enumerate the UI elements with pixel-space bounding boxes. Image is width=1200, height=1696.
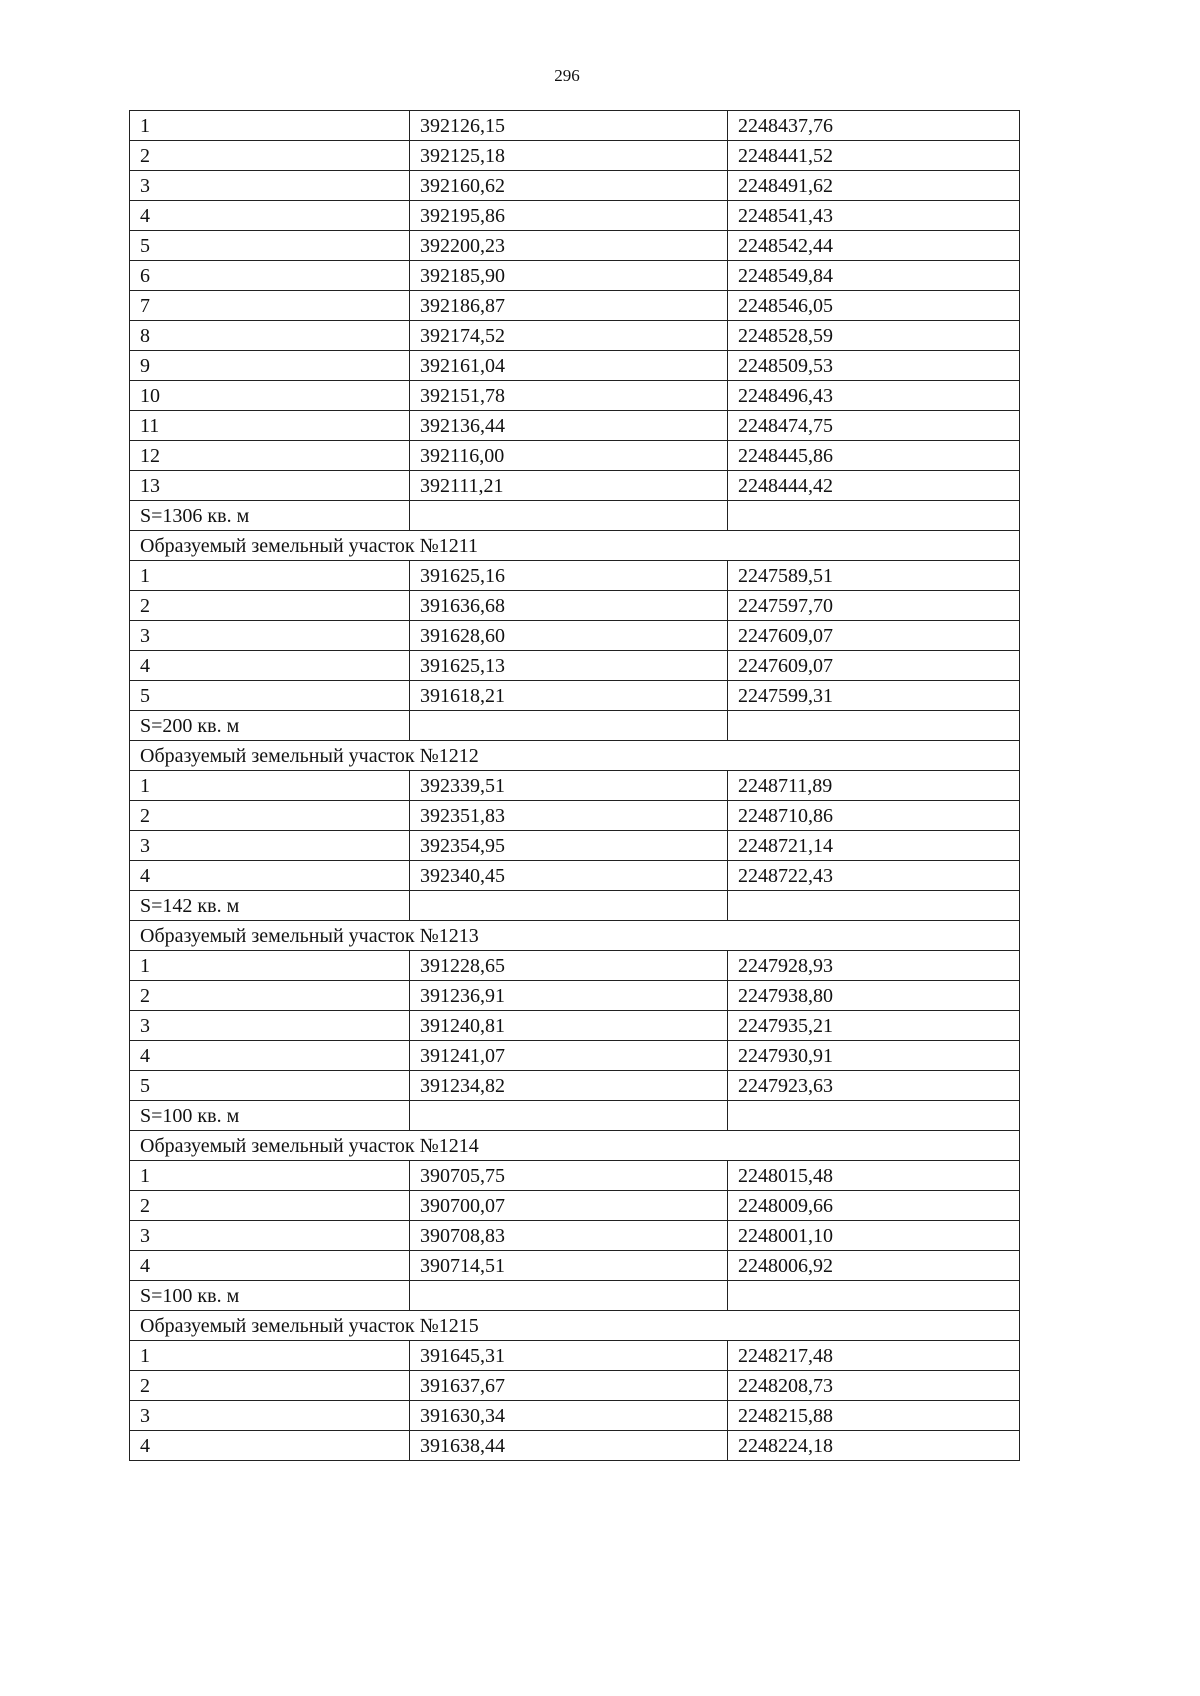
empty-cell	[410, 711, 728, 741]
point-number-cell: 9	[130, 351, 410, 381]
point-number-cell: 3	[130, 1011, 410, 1041]
point-number-cell: 3	[130, 831, 410, 861]
point-number-cell: 3	[130, 1221, 410, 1251]
y-coordinate-cell: 2248006,92	[728, 1251, 1020, 1281]
x-coordinate-cell: 390708,83	[410, 1221, 728, 1251]
table-row	[130, 171, 1020, 201]
empty-cell	[410, 891, 728, 921]
point-number-cell: 3	[130, 1401, 410, 1431]
x-coordinate-cell: 392351,83	[410, 801, 728, 831]
y-coordinate-cell: 2247923,63	[728, 1071, 1020, 1101]
table-row	[130, 1071, 1020, 1101]
table-row	[130, 651, 1020, 681]
parcel-title: Образуемый земельный участок №1215	[130, 1311, 1020, 1341]
point-number-cell: 5	[130, 231, 410, 261]
empty-cell	[728, 1101, 1020, 1131]
area-row	[130, 891, 1020, 921]
parcel-header-row	[130, 921, 1020, 951]
table-row	[130, 351, 1020, 381]
table-row	[130, 411, 1020, 441]
table-row	[130, 1431, 1020, 1461]
y-coordinate-cell: 2248474,75	[728, 411, 1020, 441]
parcel-header-row	[130, 531, 1020, 561]
area-row	[130, 711, 1020, 741]
x-coordinate-cell: 392151,78	[410, 381, 728, 411]
parcel-title: Образуемый земельный участок №1213	[130, 921, 1020, 951]
y-coordinate-cell: 2248224,18	[728, 1431, 1020, 1461]
point-number-cell: 4	[130, 861, 410, 891]
x-coordinate-cell: 390714,51	[410, 1251, 728, 1281]
table-row	[130, 951, 1020, 981]
point-number-cell: 1	[130, 951, 410, 981]
empty-cell	[410, 501, 728, 531]
parcel-title: Образуемый земельный участок №1212	[130, 741, 1020, 771]
table-row	[130, 561, 1020, 591]
y-coordinate-cell: 2247930,91	[728, 1041, 1020, 1071]
table-row	[130, 861, 1020, 891]
x-coordinate-cell: 391234,82	[410, 1071, 728, 1101]
y-coordinate-cell: 2248444,42	[728, 471, 1020, 501]
x-coordinate-cell: 392340,45	[410, 861, 728, 891]
x-coordinate-cell: 391628,60	[410, 621, 728, 651]
y-coordinate-cell: 2247928,93	[728, 951, 1020, 981]
x-coordinate-cell: 391241,07	[410, 1041, 728, 1071]
x-coordinate-cell: 392160,62	[410, 171, 728, 201]
point-number-cell: 4	[130, 1251, 410, 1281]
x-coordinate-cell: 391625,16	[410, 561, 728, 591]
parcel-header-row	[130, 1131, 1020, 1161]
point-number-cell: 1	[130, 111, 410, 141]
area-cell: S=142 кв. м	[130, 891, 410, 921]
x-coordinate-cell: 392126,15	[410, 111, 728, 141]
table-row	[130, 471, 1020, 501]
table-row	[130, 261, 1020, 291]
point-number-cell: 1	[130, 1341, 410, 1371]
x-coordinate-cell: 391228,65	[410, 951, 728, 981]
table-row	[130, 291, 1020, 321]
point-number-cell: 5	[130, 681, 410, 711]
empty-cell	[728, 711, 1020, 741]
y-coordinate-cell: 2247609,07	[728, 621, 1020, 651]
y-coordinate-cell: 2248208,73	[728, 1371, 1020, 1401]
table-row	[130, 1191, 1020, 1221]
y-coordinate-cell: 2248215,88	[728, 1401, 1020, 1431]
point-number-cell: 3	[130, 621, 410, 651]
x-coordinate-cell: 392116,00	[410, 441, 728, 471]
x-coordinate-cell: 391638,44	[410, 1431, 728, 1461]
table-row	[130, 1341, 1020, 1371]
page-number: 296	[554, 66, 580, 85]
y-coordinate-cell: 2248441,52	[728, 141, 1020, 171]
y-coordinate-cell: 2248549,84	[728, 261, 1020, 291]
x-coordinate-cell: 392339,51	[410, 771, 728, 801]
table-row	[130, 1011, 1020, 1041]
point-number-cell: 1	[130, 1161, 410, 1191]
table-row	[130, 1041, 1020, 1071]
parcel-header-row	[130, 1311, 1020, 1341]
x-coordinate-cell: 391645,31	[410, 1341, 728, 1371]
x-coordinate-cell: 392186,87	[410, 291, 728, 321]
point-number-cell: 8	[130, 321, 410, 351]
point-number-cell: 2	[130, 591, 410, 621]
y-coordinate-cell: 2247609,07	[728, 651, 1020, 681]
area-row	[130, 501, 1020, 531]
point-number-cell: 3	[130, 171, 410, 201]
point-number-cell: 10	[130, 381, 410, 411]
table-row	[130, 1251, 1020, 1281]
table-row	[130, 1401, 1020, 1431]
area-cell: S=200 кв. м	[130, 711, 410, 741]
x-coordinate-cell: 392125,18	[410, 141, 728, 171]
x-coordinate-cell: 391240,81	[410, 1011, 728, 1041]
x-coordinate-cell: 391625,13	[410, 651, 728, 681]
coordinates-table-body	[130, 111, 1020, 1461]
point-number-cell: 7	[130, 291, 410, 321]
y-coordinate-cell: 2248546,05	[728, 291, 1020, 321]
x-coordinate-cell: 392185,90	[410, 261, 728, 291]
point-number-cell: 6	[130, 261, 410, 291]
table-row	[130, 771, 1020, 801]
parcel-title: Образуемый земельный участок №1214	[130, 1131, 1020, 1161]
parcel-header-row	[130, 741, 1020, 771]
x-coordinate-cell: 391630,34	[410, 1401, 728, 1431]
area-row	[130, 1281, 1020, 1311]
y-coordinate-cell: 2248542,44	[728, 231, 1020, 261]
table-row	[130, 621, 1020, 651]
y-coordinate-cell: 2248541,43	[728, 201, 1020, 231]
empty-cell	[728, 1281, 1020, 1311]
y-coordinate-cell: 2248491,62	[728, 171, 1020, 201]
x-coordinate-cell: 392136,44	[410, 411, 728, 441]
y-coordinate-cell: 2248009,66	[728, 1191, 1020, 1221]
table-row	[130, 141, 1020, 171]
point-number-cell: 13	[130, 471, 410, 501]
y-coordinate-cell: 2248509,53	[728, 351, 1020, 381]
point-number-cell: 2	[130, 981, 410, 1011]
x-coordinate-cell: 391236,91	[410, 981, 728, 1011]
x-coordinate-cell: 392161,04	[410, 351, 728, 381]
area-row	[130, 1101, 1020, 1131]
x-coordinate-cell: 392174,52	[410, 321, 728, 351]
y-coordinate-cell: 2247938,80	[728, 981, 1020, 1011]
y-coordinate-cell: 2248528,59	[728, 321, 1020, 351]
x-coordinate-cell: 390705,75	[410, 1161, 728, 1191]
empty-cell	[728, 891, 1020, 921]
point-number-cell: 4	[130, 651, 410, 681]
point-number-cell: 4	[130, 201, 410, 231]
x-coordinate-cell: 392354,95	[410, 831, 728, 861]
y-coordinate-cell: 2248445,86	[728, 441, 1020, 471]
point-number-cell: 2	[130, 801, 410, 831]
x-coordinate-cell: 392111,21	[410, 471, 728, 501]
table-row	[130, 681, 1020, 711]
empty-cell	[728, 501, 1020, 531]
point-number-cell: 2	[130, 141, 410, 171]
table-row	[130, 111, 1020, 141]
table-row	[130, 801, 1020, 831]
y-coordinate-cell: 2248721,14	[728, 831, 1020, 861]
table-row	[130, 981, 1020, 1011]
x-coordinate-cell: 391618,21	[410, 681, 728, 711]
x-coordinate-cell: 391637,67	[410, 1371, 728, 1401]
empty-cell	[410, 1101, 728, 1131]
table-row	[130, 381, 1020, 411]
table-row	[130, 1161, 1020, 1191]
point-number-cell: 4	[130, 1431, 410, 1461]
y-coordinate-cell: 2248015,48	[728, 1161, 1020, 1191]
point-number-cell: 2	[130, 1371, 410, 1401]
x-coordinate-cell: 390700,07	[410, 1191, 728, 1221]
area-cell: S=1306 кв. м	[130, 501, 410, 531]
table-row	[130, 321, 1020, 351]
point-number-cell: 2	[130, 1191, 410, 1221]
y-coordinate-cell: 2248710,86	[728, 801, 1020, 831]
y-coordinate-cell: 2247597,70	[728, 591, 1020, 621]
y-coordinate-cell: 2248437,76	[728, 111, 1020, 141]
table-row	[130, 441, 1020, 471]
point-number-cell: 12	[130, 441, 410, 471]
point-number-cell: 1	[130, 561, 410, 591]
x-coordinate-cell: 392200,23	[410, 231, 728, 261]
y-coordinate-cell: 2248001,10	[728, 1221, 1020, 1251]
table-row	[130, 1371, 1020, 1401]
area-cell: S=100 кв. м	[130, 1281, 410, 1311]
y-coordinate-cell: 2248722,43	[728, 861, 1020, 891]
table-row	[130, 201, 1020, 231]
point-number-cell: 11	[130, 411, 410, 441]
y-coordinate-cell: 2247599,31	[728, 681, 1020, 711]
table-row	[130, 831, 1020, 861]
y-coordinate-cell: 2248711,89	[728, 771, 1020, 801]
area-cell: S=100 кв. м	[130, 1101, 410, 1131]
y-coordinate-cell: 2248496,43	[728, 381, 1020, 411]
coordinates-table	[129, 110, 1020, 1461]
x-coordinate-cell: 391636,68	[410, 591, 728, 621]
point-number-cell: 5	[130, 1071, 410, 1101]
table-row	[130, 1221, 1020, 1251]
empty-cell	[410, 1281, 728, 1311]
table-row	[130, 591, 1020, 621]
y-coordinate-cell: 2247589,51	[728, 561, 1020, 591]
point-number-cell: 4	[130, 1041, 410, 1071]
y-coordinate-cell: 2248217,48	[728, 1341, 1020, 1371]
y-coordinate-cell: 2247935,21	[728, 1011, 1020, 1041]
point-number-cell: 1	[130, 771, 410, 801]
x-coordinate-cell: 392195,86	[410, 201, 728, 231]
table-row	[130, 231, 1020, 261]
parcel-title: Образуемый земельный участок №1211	[130, 531, 1020, 561]
